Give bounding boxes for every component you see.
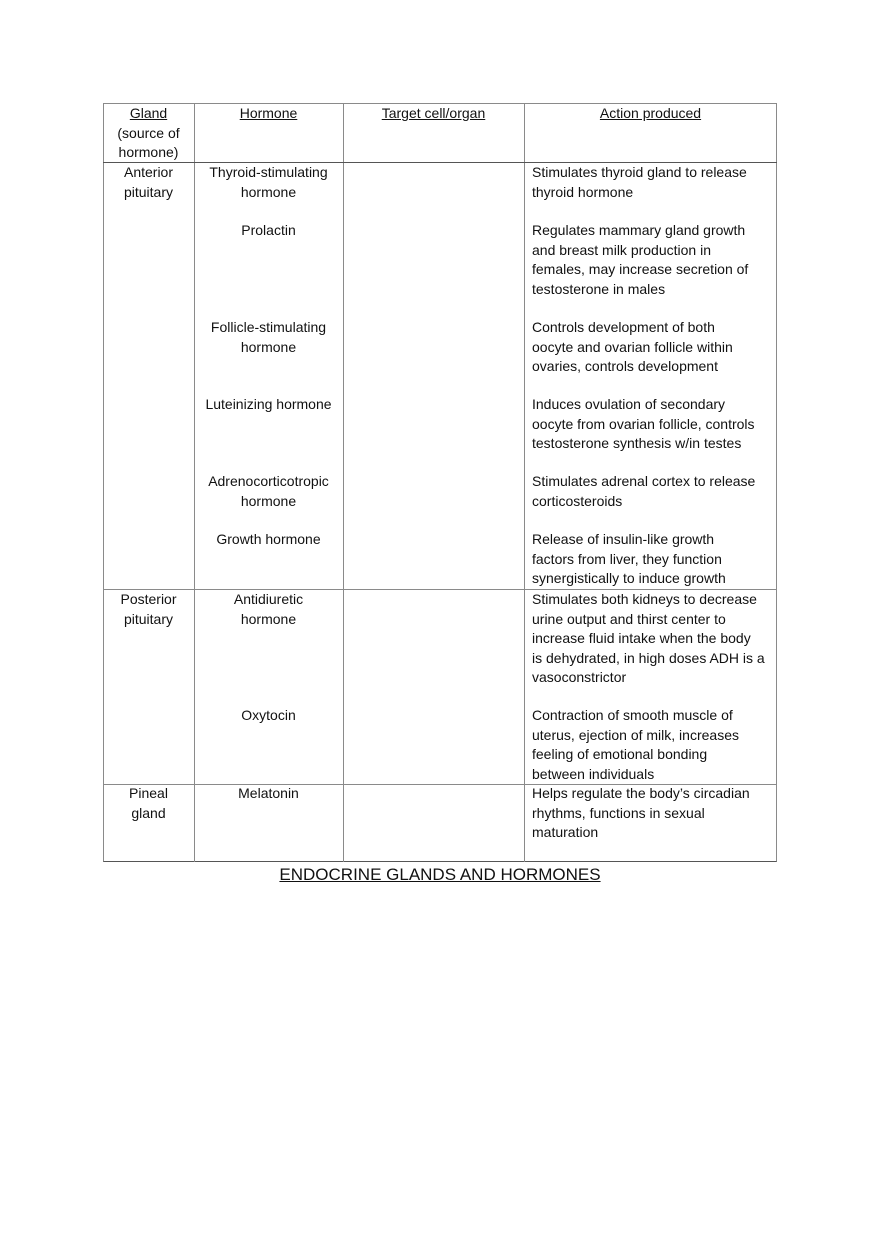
- action-text: oocyte from ovarian follicle, controls: [532, 415, 755, 432]
- action-text: Controls development of both: [532, 319, 715, 335]
- hormone-name: Growth hormone: [216, 531, 321, 547]
- hormone-name: Follicle-stimulating: [210, 319, 327, 335]
- action-prolactin: [532, 221, 777, 299]
- hormone-name: hormone: [240, 492, 297, 509]
- hormone-name: Prolactin: [241, 222, 296, 238]
- header-gland: [103, 104, 194, 163]
- column-divider: [343, 103, 344, 862]
- action-text: Release of insulin-like growth: [532, 531, 715, 547]
- action-text: and breast milk production in: [532, 241, 711, 258]
- header-action-label: Action produced: [599, 105, 702, 121]
- hormone-adh: [194, 590, 343, 629]
- hormone-prolactin: [194, 221, 343, 241]
- action-lh: [532, 395, 777, 454]
- action-acth: [532, 472, 777, 511]
- action-text: maturation: [532, 824, 599, 840]
- gland-name: pituitary: [123, 183, 174, 200]
- action-melatonin: [532, 784, 777, 843]
- action-text: vasoconstrictor: [532, 669, 627, 685]
- header-hormone: [194, 104, 343, 124]
- action-text: increase fluid intake when the body: [532, 630, 751, 646]
- action-text: Contraction of smooth muscle of: [532, 707, 733, 723]
- hormone-acth: [194, 472, 343, 511]
- hormone-tsh: [194, 163, 343, 202]
- hormone-oxytocin: [194, 706, 343, 726]
- gland-anterior-pituitary: [103, 163, 194, 202]
- hormone-name: Luteinizing hormone: [205, 396, 332, 412]
- gland-posterior-pituitary: [103, 590, 194, 629]
- gland-name: Posterior: [120, 591, 177, 607]
- action-text: testosterone in males: [532, 280, 666, 297]
- gland-name: Anterior: [123, 164, 174, 180]
- action-text: Helps regulate the body’s circadian: [532, 785, 750, 801]
- hormone-gh: [194, 530, 343, 550]
- action-text: feeling of emotional bonding: [532, 746, 708, 762]
- header-gland-note: (source of: [117, 124, 180, 141]
- action-text: rhythms, functions in sexual: [532, 804, 705, 821]
- column-divider: [524, 103, 525, 862]
- header-gland-note: hormone): [118, 144, 179, 160]
- action-text: urine output and thirst center to: [532, 610, 726, 627]
- action-fsh: [532, 318, 777, 377]
- gland-name: gland: [131, 804, 166, 821]
- action-text: Stimulates adrenal cortex to release: [532, 473, 756, 489]
- action-text: females, may increase secretion of: [532, 261, 749, 277]
- header-gland-label: Gland: [129, 105, 168, 121]
- gland-name: Pineal: [129, 785, 168, 801]
- hormone-fsh: [194, 318, 343, 357]
- action-text: is dehydrated, in high doses ADH is a: [532, 649, 765, 666]
- header-hormone-label: Hormone: [239, 105, 298, 121]
- hormone-name: Adrenocorticotropic: [208, 473, 329, 489]
- hormone-name: hormone: [240, 338, 297, 355]
- action-text: factors from liver, they function: [532, 550, 722, 567]
- header-target: [343, 104, 524, 124]
- action-text: Stimulates thyroid gland to release: [532, 164, 747, 180]
- action-text: between individuals: [532, 765, 655, 782]
- header-target-label: Target cell/organ: [381, 105, 486, 121]
- action-text: thyroid hormone: [532, 183, 634, 200]
- action-text: Induces ovulation of secondary: [532, 396, 726, 412]
- header-action: [524, 104, 777, 124]
- action-text: ovaries, controls development: [532, 358, 718, 374]
- action-tsh: [532, 163, 777, 202]
- gland-name: pituitary: [123, 610, 174, 627]
- gland-pineal: [103, 784, 194, 823]
- hormone-lh: [194, 395, 343, 415]
- action-gh: [532, 530, 777, 589]
- hormone-name: hormone: [240, 610, 297, 627]
- hormone-name: Antidiuretic: [233, 591, 304, 607]
- hormone-name: hormone: [240, 183, 297, 200]
- action-text: testosterone synthesis w/in testes: [532, 435, 742, 451]
- action-text: uterus, ejection of milk, increases: [532, 726, 739, 743]
- action-adh: [532, 590, 777, 688]
- hormone-name: Thyroid-stimulating: [209, 164, 328, 180]
- endocrine-table: [103, 103, 777, 862]
- action-text: Regulates mammary gland growth: [532, 222, 746, 238]
- action-oxytocin: [532, 706, 777, 784]
- hormone-name: Melatonin: [238, 785, 299, 801]
- action-text: oocyte and ovarian follicle within: [532, 338, 733, 355]
- hormone-name: Oxytocin: [241, 707, 296, 723]
- hormone-melatonin: [194, 784, 343, 804]
- action-text: corticosteroids: [532, 492, 623, 509]
- action-text: synergistically to induce growth: [532, 570, 726, 586]
- document-caption: ENDOCRINE GLANDS AND HORMONES: [279, 865, 601, 884]
- action-text: Stimulates both kidneys to decrease: [532, 591, 757, 607]
